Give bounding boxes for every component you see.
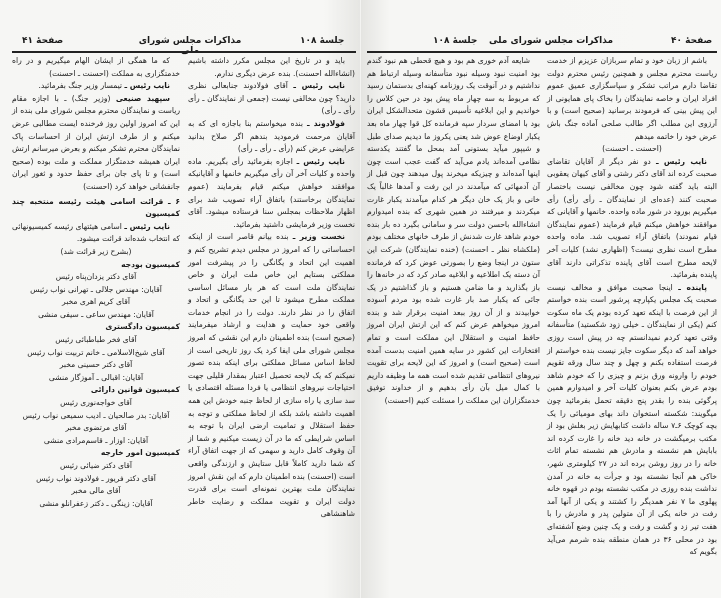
paragraph-text: آقایان: اوزار ـ قاسم‌مرادی منشی bbox=[43, 435, 149, 445]
paragraph-text: کمیسیون دادگستری bbox=[105, 322, 180, 332]
paragraph-text: (بشرح زیر قرائت شد) bbox=[60, 246, 132, 256]
paragraph-text: آقایان: مهندس جلالی ـ تهرانی نواب رئیس bbox=[30, 284, 162, 294]
centered-line bbox=[12, 309, 180, 322]
paragraph bbox=[547, 282, 717, 559]
paragraph-text: (احسنت ـ احسنت) bbox=[602, 144, 662, 154]
committee-title bbox=[12, 384, 180, 397]
paragraph-text: اسامی هیئتهای رئیسه کمیسیونهائی که انتخاب شده‌اند قرائت میشود. bbox=[12, 221, 180, 244]
page-number: صفحهٔ ۴۰ bbox=[671, 36, 713, 46]
paragraph-text: کمیسیون قوانین دارائی bbox=[90, 385, 180, 395]
speaker-name: نخست وزیر ـ bbox=[292, 232, 345, 242]
committee-title bbox=[12, 321, 180, 334]
speaker-name: سپهبد صنیعی bbox=[115, 93, 171, 103]
section-heading bbox=[12, 196, 180, 221]
centered-line bbox=[12, 473, 180, 486]
paragraph bbox=[12, 93, 180, 194]
paragraph-text: ۶ ـ قرائت اسامی هیئت رئیسه منتخبه چند کمیسیون bbox=[12, 196, 180, 219]
paragraph bbox=[188, 80, 355, 118]
paragraph-text: آقایان: بدر صالحیان ـ ادیب سمیعی نواب رئیس bbox=[22, 410, 170, 420]
paragraph-text: باشم از زبان خود و تمام سربازان عزیزم از خدمت ریاست محترم مجلس و همچنین رئیس محترم دولت تقاضا دارم مراتب تشکر و سپاسگزاری عمیق عموم افراد ایران و خاصه نمایندگان را بخاک پای همایونی از این پیش بینی که فرمودند برسانید (صحیح است) و با آرزوی این مطلب اگر طالب صلحی آماده جنگ باش عرض خود را خاتمه میدهم bbox=[547, 56, 717, 141]
paragraph-text: آقای فخر طباطبائی رئیس bbox=[55, 335, 137, 345]
centered-line bbox=[12, 296, 180, 309]
centered-line bbox=[12, 372, 180, 385]
centered-line bbox=[12, 485, 180, 498]
centered-line bbox=[12, 271, 180, 284]
paragraph-text: کمیسیون بودجه bbox=[121, 259, 180, 269]
paragraph-text: آقای فولادوند جنابعالی نظری دارید؟ چون مخالفی نیست (جمعی از نمایندگان ـ رأی رأی ـ رأی) bbox=[188, 81, 355, 116]
paragraph-text: آقای دکتر ضیائی رئیس bbox=[60, 461, 132, 470]
speaker-name: نایب رئیس ـ bbox=[124, 221, 170, 231]
paragraph bbox=[367, 55, 540, 408]
centered-line bbox=[547, 143, 717, 156]
paragraph-text: اجازه بفرمائید رأی بگیریم. ماده واحده و کلیات آخر آن رأی میگیریم خانمها و آقایانیکه موافقند خواهش میکنم قیام بفرمایند (عموم نمایندگان برخاستند) باتفاق آراء تصویب شد برای اظهار ملاحظات بمجلس سنا فرستاده میشود. آقای نخست وزیر فرمایشی داشتید بفرمائید. bbox=[188, 156, 355, 229]
paragraph-text: بنده بیانم قاصر است از اینکه احساساتی را که امروز در مجلس دیدم تشریح کنم و اهمیت این اتحاد و یگانگی را در پیشرفت امور مملکتی بستایم این خاص ملت ایران و خاص نمایندگان ملت است که هر بار مسائل اساسی مملکت مطرح میشود تا این حد یگانگی و اتحاد و اتفاق را در نظر دارند. دولت را در انجام خدمات واقعی خود حمایت و هدایت و ارشاد میفرمایند (صحیح است) بنده اطمینان دارم این نقشی که امروز مجلس شورای ملی ایفا کرد یک روز تاریخی است از لحاظ اساس مسائل مملکتی برای اینکه بنده تصور نمیکنم که یک لایحه تحصیل اعتبار بمقدار قلیلی جهت احتیاجات نیروهای انتظامی یا فردا مسئله اقتصادی یا سد سازی یا راه سازی از لحاظ جنبه خودش این همه اهمیت داشته باشد بلکه از لحاظ مملکتی و توجه به حفظ استقلال و تمامیت ارضی ایران با توجه به اساس شرایطی که ما در آن زیست میکنیم و شما از آن وقوف کامل دارید و سهمی که از جهت اتفاق آراء که شما دارید کاملاً قابل ستایش و ارزندگی واقعی است (احسنت) بنده اطمینان دارم که این نقش امروز نمایندگان ملت بهترین نمونه‌ای است برای قدرت دولت ایران و تقویت مملکت و رضایت خاطر شاهنشاهی bbox=[188, 232, 355, 519]
left-page bbox=[0, 0, 360, 598]
centered-line bbox=[12, 498, 180, 511]
paragraph bbox=[12, 221, 180, 246]
centered-line bbox=[12, 397, 180, 410]
paragraph-text: شایعه آدم خوری هم بود و هیچ قحطی هم نبود گندم بود امنیت نبود وسیله نبود متأسفانه وسیله ارتباط هم نداشتیم و در آنوقت یک روزنامه کهنه‌ای بدستمان رسید که مربوط به سه چهار ماه پیش بود در حین کلاس را خواندیم و این ابلاغیه تأسیس قشون متحدالشکل ایران بود با امضای سردار سپه فرمانده کل قوا چهار ماه بعد یکبار اوضاع عوض شد یعنی یکروز ما دیدیم صدای طبل و شیپور میآید بستونی آمد بمحل ما گفتند یکدسته نظامی آمده‌اند یادم می‌آید که گفت عجب است چون اینها آمده‌اند و چیزیکه میخرند پول میدهند چون قبل از آن آدمهائی که میآمدند در این رفت و آمدها غالباً یک خانی و باز یک خان دیگر هر کدام میآمدند یکبار غارت میکردند و میرفتند در همین شهری که بنده امیدوارم انشاءالله باحسن دولت سر و سامانی بگیرد ده بار بنده خودم شاهد غارت شدنش از طرف خانهای مختلف بودم (ملکشاه نظر ـ احسنت) (خنده نمایندگان) شرکت این ستون در اینجا وضع را بصورتی عوض کرد که فرمانده آن دسته یک اطلاعیه و ابلاغیه صادر کرد که در خانه‌ها را باز بگذارید و ما ضامن هستیم و باز گذاشتیم در یک جائی که یکبار صد بار غارت شده بود مردم آسوده خوابیدند و از آن روز ببعد امنیت برقرار شد و بنده امروز میخواهم عرض کنم که این ارتش ایران امروز حافظ امنیت و استقلال این مملکت است و تمام افتخارات این کشور در سایه همین امنیت بدست آمده است (صحیح است) و امروز که این لایحه برای تقویت نیروهای انتظامی تقدیم شده است همه ما وظیفه داریم با کمال میل بآن رأی بدهیم و از خداوند توفیق خدمتگزاران این مملکت را مسئلت کنیم (احسنت) bbox=[367, 56, 540, 406]
centered-line bbox=[12, 410, 180, 423]
paragraph-text: اینجا صحبت موافق و مخالف نیست صحبت یک مجلس یکپارچه پرشور است بنده خواستم از این فرصت با اینکه تعهد کرده بودم یک ماه سکوت کنم (یکی از نمایندگان ـ خیلی زود شکستید) متأسفانه وقتی تعهد کردم نمیدانستم چه در پیش است روزی خواهد آمد که دیگر سکوت جایز نیست بنده خواستم از فرصت استفاده بکنم و چهل و چند سال ورقه تقویم خودم را وارونه ورق بزنم و چیزی را که خودم شاهد بودم عرض بکنم بعنوان کلیات آخر و امیدوارم همین پرگوئی بنده را بقدر پنج دقیقه تحمل بفرمائید چون میگویند: شکسته استخوان داند بهای مومیائی را یک بچه کوچک ۶ـ۷ ساله داشت کتابهایش زیر بغلش بود از مکتب برمیگشت در خانه دید خانه را غارت کرده اند بابایش هم نشسته و مادرش هم نشسته تمام اثاث خانه را در روز روشن برده اند در ۲۷ کیلومتری شهر، خاکی هم آنجا نشسته بود و جرأت به خانه در آمدن نداشت بنده روزی در مکتب نشسته بودم در قهوه خانه پهلوی ما ۷ نفر همدیگر را کشتند و یکی از آنها آمد رفت در خانه یکی از آن متولین پدر و مادرش را با هفت تیر زد و گشت و رفت و یک چنین وضع آشفته‌ای بود در محلی ۳۶ در همان منطقه بنده شرمم می‌آید بگویم که bbox=[547, 282, 718, 557]
paragraph-text: باید و در تاریخ این مجلس مکرر داشته باشیم (انشاءالله احسنت). بنده عرض دیگری ندارم. bbox=[188, 56, 355, 78]
centered-line bbox=[12, 359, 180, 372]
speaker-name: پاینده ـ bbox=[678, 282, 707, 292]
paragraph-text: آقای شیخ‌الاسلامی ـ خانم تربیت نواب رئیس bbox=[27, 347, 165, 357]
paragraph-text: آقای مرتضوی مخبر bbox=[65, 423, 127, 433]
speaker-name: فولادوند ـ bbox=[306, 118, 345, 128]
session-number: جلسهٔ ۱۰۸ bbox=[300, 36, 345, 46]
paragraph-text: کمیسیون امور خارجه bbox=[100, 448, 180, 458]
header-rule bbox=[367, 51, 717, 53]
paragraph-text: آقایان: زینگی ـ دکتر زعفرانلو منشی bbox=[39, 498, 153, 508]
text-column bbox=[12, 55, 180, 510]
paragraph-text: بنده میخواستم بنا باجازه ای که به آقایان مرحمت فرمودید بندهم اگر صلاح بدانید عرایضی عرض کنم (رأی ـ رأی ـ رأی) bbox=[188, 118, 355, 154]
running-title: مذاکرات مجلس شورای ملی bbox=[488, 36, 614, 46]
speaker-name: نایب رئیس ـ bbox=[296, 156, 345, 166]
paragraph bbox=[188, 55, 355, 80]
right-page bbox=[361, 0, 721, 598]
speaker-name: نایب رئیس ـ bbox=[293, 81, 345, 91]
page-number: صفحهٔ ۴۱ bbox=[22, 36, 64, 46]
text-column bbox=[367, 55, 540, 408]
centered-line bbox=[12, 334, 180, 347]
paragraph bbox=[12, 80, 180, 93]
committee-title bbox=[12, 447, 180, 460]
speaker-name: نایب رئیس ـ bbox=[124, 81, 170, 91]
paragraph-text: آقای کریم اهری مخبر bbox=[62, 297, 130, 307]
paragraph-text: آقای دکتر یزدان‌پناه رئیس bbox=[55, 272, 137, 282]
paragraph-text: (وزیر جنگ) ـ با اجازه مقام ریاست و نمایندگان محترم مجلس شورای ملی بنده از این که امروز اولین روز فرخنده ایست مطالبی عرض میکنم و از طرف ارتش ایران از احساسات پاک نمایندگان محترم تشکر میکنم و بعرض میرسانم ارتش ایران همیشه خدمتگزار مملکت و ملت بوده (صحیح است) و تا پای جان برای حفظ حدود و ثغور ایران جانفشانی خواهد کرد (احسنت) bbox=[12, 93, 180, 191]
paragraph-text: آقایان: مهندس ساعی ـ سیفی منشی bbox=[38, 309, 154, 319]
paragraph-text: که ما همگی از ایشان الهام میگیریم و در راه خدمتگزاری به مملکت (احسنت ـ احسنت) bbox=[12, 56, 180, 78]
paragraph bbox=[547, 55, 717, 143]
text-column bbox=[547, 55, 717, 559]
paragraph-text: آقایان: اقبالی ـ آموزگار منشی bbox=[48, 372, 144, 382]
centered-line bbox=[12, 284, 180, 297]
running-title: مذاکرات مجلس شورای bbox=[138, 36, 242, 46]
centered-line bbox=[12, 435, 180, 448]
header-rule bbox=[12, 51, 356, 53]
session-number: جلسهٔ ۱۰۸ bbox=[433, 36, 478, 46]
committee-title bbox=[12, 259, 180, 272]
centered-line bbox=[12, 347, 180, 360]
paragraph bbox=[188, 156, 355, 232]
paragraph-text: آقای خواجه‌نوری رئیس bbox=[60, 398, 132, 408]
paragraph bbox=[188, 231, 355, 521]
paragraph bbox=[12, 55, 180, 80]
paragraph-text: آقای دکتر فریور ـ فولادوند نواب رئیس bbox=[36, 473, 156, 483]
paragraph-text: تیمسار وزیر جنگ بفرمائید. bbox=[38, 81, 125, 91]
paragraph-text: آقای مالی مخبر bbox=[71, 486, 121, 496]
paragraph bbox=[188, 118, 355, 156]
paragraph-text: آقای دکتر حسینی مخبر bbox=[59, 360, 133, 370]
paragraph-text: دو نفر دیگر از آقایان تقاضای صحبت کرده اند آقای دکتر رشتی و آقای کیهان یعقوبی البته باید گفته شود چون مخالفی نیست باختصار صحبت کنند (عده‌ای از نمایندگان ـ رأی رأی) رأی میگیریم بورود در شور ماده واحده. خانمها و آقایانی که موافقند خواهش میکنم قیام فرمایند (عموم نمایندگان قیام نمودند) باتفاق آراء تصویب شد. ماده واحده مطرح است نظری نیست؟ (اظهاری نشد) کلیات آخر لایحه مطرح است آقای پاینده تذکراتی دارند آقای پاینده بفرمائید. bbox=[547, 156, 717, 280]
centered-line bbox=[12, 460, 180, 473]
text-column bbox=[188, 55, 355, 521]
paragraph bbox=[547, 156, 717, 282]
centered-line bbox=[12, 246, 180, 259]
speaker-name: نایب رئیس ـ bbox=[655, 156, 707, 166]
centered-line bbox=[12, 422, 180, 435]
